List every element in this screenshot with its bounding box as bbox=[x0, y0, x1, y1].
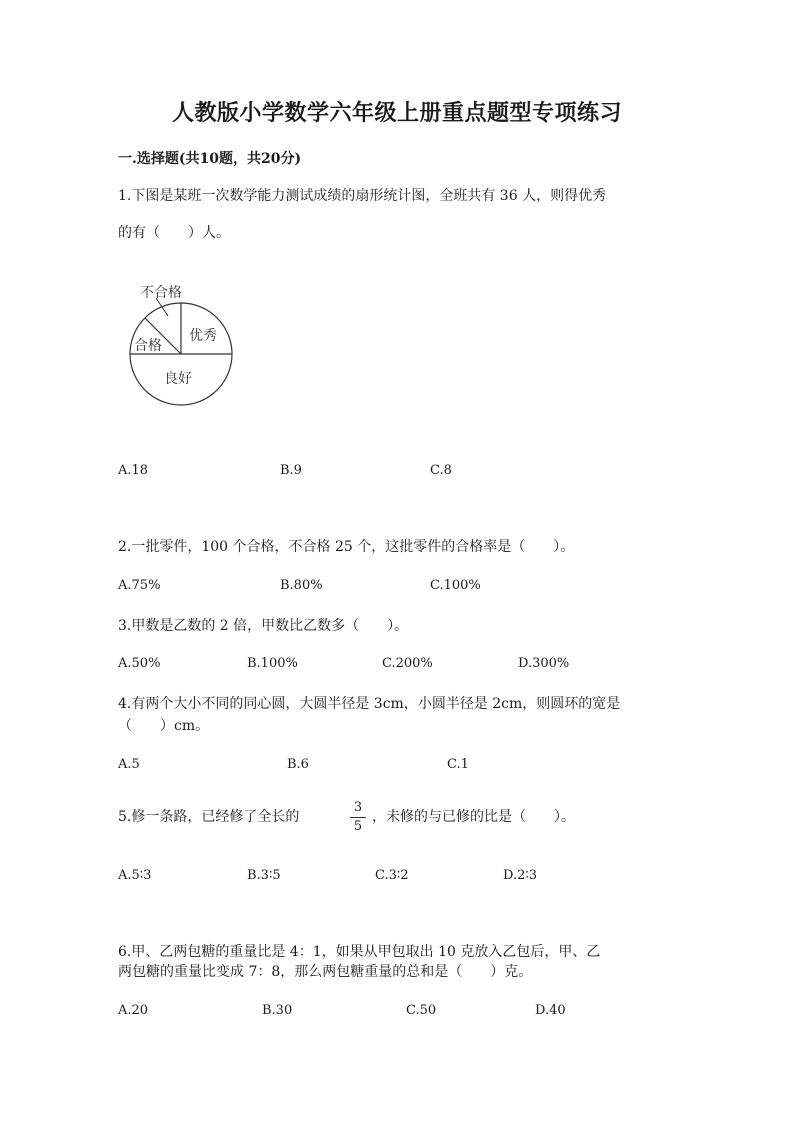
q2-option-b[interactable]: B.80% bbox=[280, 578, 323, 593]
q2-option-c[interactable]: C.100% bbox=[430, 578, 481, 593]
question-2-text: 2.一批零件，100 个合格，不合格 25 个，这批零件的合格率是（ ）。 bbox=[118, 539, 575, 555]
fraction-numerator: 3 bbox=[353, 800, 363, 815]
pie-label-excellent: 优秀 bbox=[189, 328, 217, 344]
question-6-text: 6.甲、乙两包糖的重量比是 4：1，如果从甲包取出 10 克放入乙包后，甲、乙 bbox=[118, 944, 601, 960]
pie-chart bbox=[118, 272, 248, 412]
fraction-three-fifths bbox=[350, 800, 366, 835]
question-3-text: 3.甲数是乙数的 2 倍，甲数比乙数多（ ）。 bbox=[118, 618, 409, 634]
pie-label-good: 良好 bbox=[164, 371, 192, 387]
q6-option-c[interactable]: C.50 bbox=[406, 1003, 437, 1018]
fraction-denominator: 5 bbox=[353, 819, 363, 834]
question-5-text: 5.修一条路，已经修了全长的 bbox=[118, 809, 300, 825]
q3-option-b[interactable]: B.100% bbox=[247, 656, 298, 671]
q6-option-a[interactable]: A.20 bbox=[118, 1003, 149, 1018]
page-title: 人教版小学数学六年级上册重点题型专项练习 bbox=[171, 100, 622, 126]
q5-option-d[interactable]: D.2∶3 bbox=[503, 868, 538, 883]
question-4-text-cont: （ ）cm。 bbox=[118, 718, 210, 734]
pie-label-fail: 不合格 bbox=[140, 285, 182, 301]
question-6-text-cont: 两包糖的重量比变成 7：8，那么两包糖重量的总和是（ ）克。 bbox=[118, 964, 533, 980]
q1-option-c[interactable]: C.8 bbox=[430, 463, 452, 478]
question-1-text-cont: 的有（ ）人。 bbox=[118, 225, 230, 241]
q4-option-b[interactable]: B.6 bbox=[287, 757, 309, 772]
q3-option-c[interactable]: C.200% bbox=[382, 656, 433, 671]
q3-option-a[interactable]: A.50% bbox=[118, 656, 161, 671]
q6-option-d[interactable]: D.40 bbox=[535, 1003, 566, 1018]
q5-option-b[interactable]: B.3∶5 bbox=[247, 868, 281, 883]
question-4-text: 4.有两个大小不同的同心圆，大圆半径是 3cm，小圆半径是 2cm，则圆环的宽是 bbox=[118, 696, 621, 712]
fraction-bar bbox=[350, 817, 366, 818]
q1-option-a[interactable]: A.18 bbox=[118, 463, 149, 478]
q4-option-a[interactable]: A.5 bbox=[118, 757, 140, 772]
question-5-text-cont: ，未修的与已修的比是（ ）。 bbox=[372, 809, 575, 825]
q4-option-c[interactable]: C.1 bbox=[447, 757, 469, 772]
q1-option-b[interactable]: B.9 bbox=[280, 463, 302, 478]
q5-option-a[interactable]: A.5∶3 bbox=[118, 868, 152, 883]
q6-option-b[interactable]: B.30 bbox=[262, 1003, 293, 1018]
section-heading: 一.选择题(共10题，共20分) bbox=[118, 151, 302, 167]
q2-option-a[interactable]: A.75% bbox=[118, 578, 161, 593]
q3-option-d[interactable]: D.300% bbox=[518, 656, 570, 671]
q5-option-c[interactable]: C.3∶2 bbox=[375, 868, 409, 883]
pie-label-pass: 合格 bbox=[134, 338, 162, 354]
question-1-text: 1.下图是某班一次数学能力测试成绩的扇形统计图，全班共有 36 人，则得优秀 bbox=[118, 188, 607, 204]
